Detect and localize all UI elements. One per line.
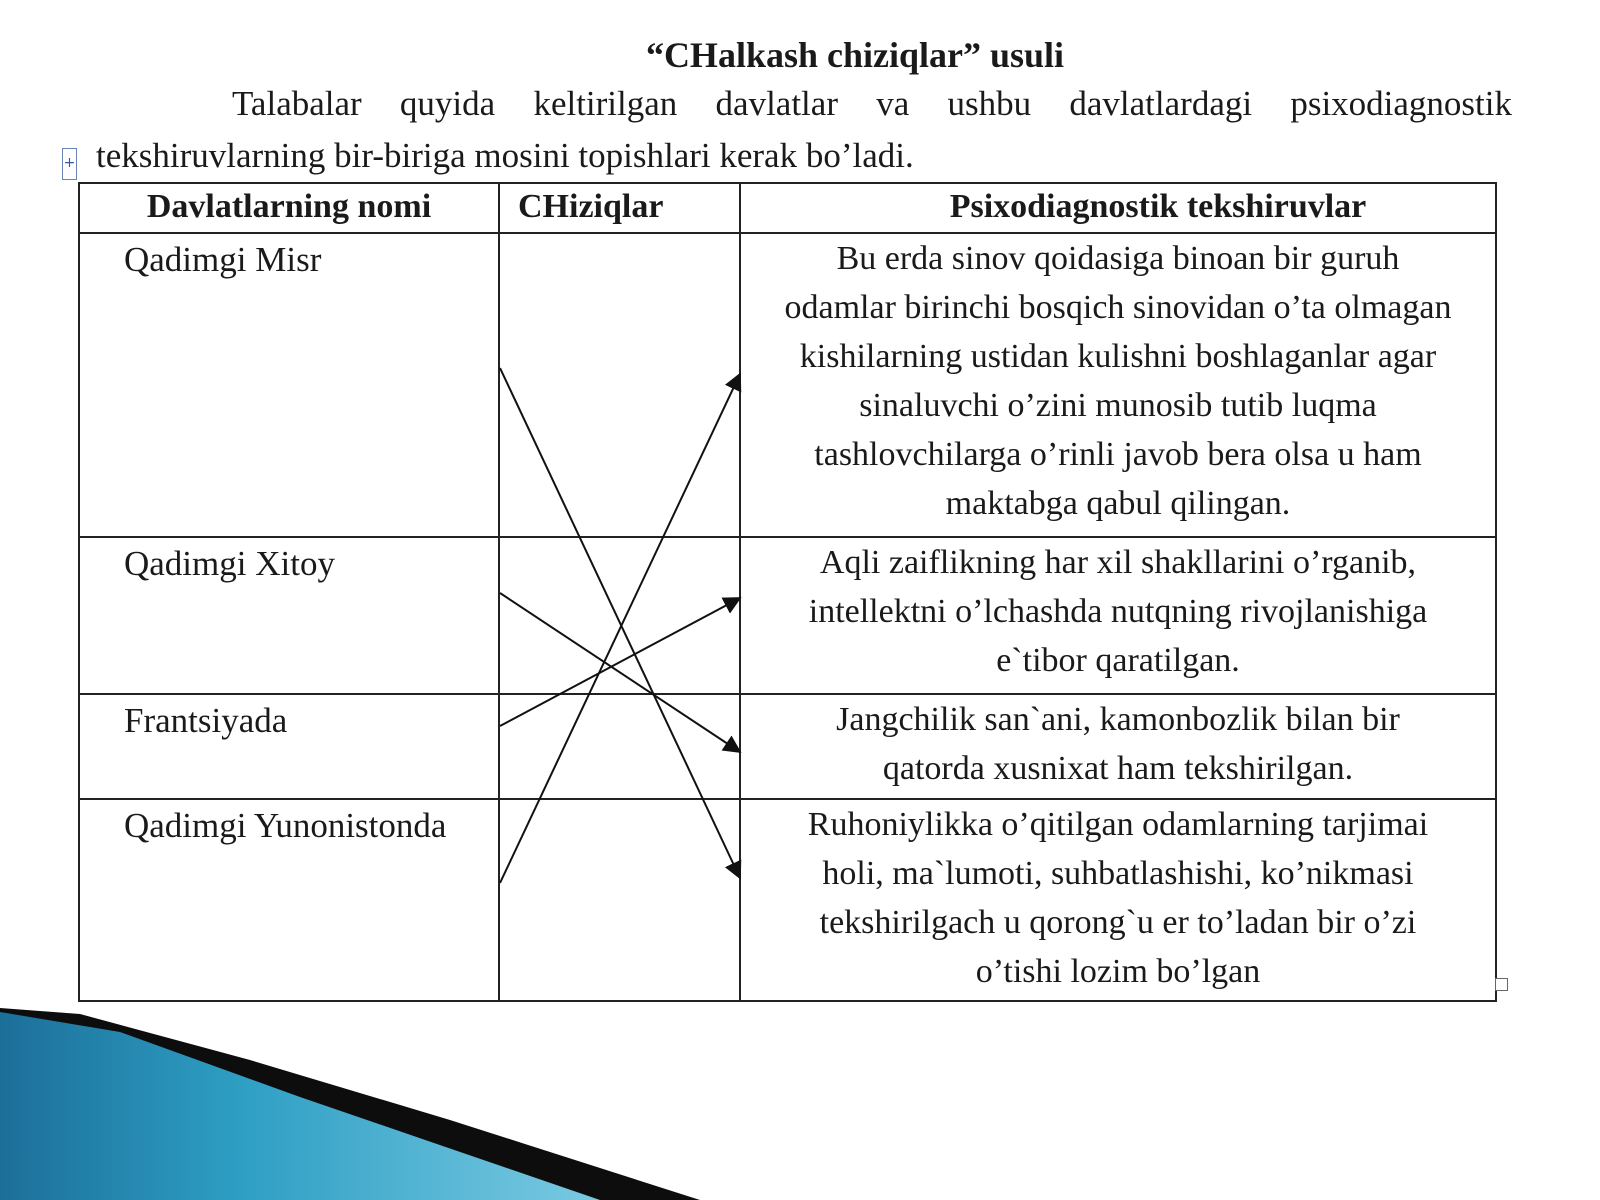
description-cell: [740, 799, 1496, 1001]
header-tests: Psixodiagnostik tekshiruvlar: [740, 183, 1496, 233]
country-cell: Qadimgi Yunonistonda: [79, 799, 499, 1001]
description-line: odamlar birinchi bosqich sinovidan o’ta olmagan: [784, 289, 1452, 326]
description-line: Jangchilik san`ani, kamonbozlik bilan bir: [836, 701, 1400, 738]
description-cell: [740, 233, 1496, 537]
description-line: Aqli zaiflikning har xil shakllarini o’rganib,: [819, 544, 1417, 581]
page-title: “CHalkash chiziqlar” usuli: [645, 35, 1065, 75]
description-line: e`tibor qaratilgan.: [996, 642, 1240, 679]
description-line: intellektni o’lchashda nutqning rivojlanishiga: [808, 593, 1428, 630]
table-row: [79, 799, 1496, 1001]
description-cell: [740, 537, 1496, 694]
description-cell: [740, 694, 1496, 799]
description-line: Ruhoniylikka o’qitilgan odamlarning tarjimai: [807, 806, 1429, 843]
header-countries: Davlatlarning nomi: [79, 183, 499, 233]
header-lines: CHiziqlar: [499, 183, 740, 233]
matching-table: [78, 182, 1497, 1002]
intro-text-line-1: Talabalar quyida keltirilgan davlatlar va ushbu davlatlardagi psixodiagnostik: [232, 84, 1512, 123]
header-row: [79, 183, 1496, 233]
description-line: holi, ma`lumoti, suhbatlashishi, ko’nikmasi: [822, 855, 1414, 892]
description-line: kishilarning ustidan kulishni boshlaganlar agar: [799, 338, 1437, 375]
description-line: tekshirilgach u qorong`u er to’ladan bir o’zi: [819, 904, 1417, 941]
table-row: [79, 233, 1496, 537]
country-cell: Qadimgi Xitoy: [79, 537, 499, 694]
lines-cell: [499, 233, 740, 537]
lines-cell: [499, 799, 740, 1001]
country-cell: Qadimgi Misr: [79, 233, 499, 537]
table-row: [79, 537, 1496, 694]
table-resize-handle[interactable]: [1495, 978, 1508, 991]
description-line: qatorda xusnixat ham tekshirilgan.: [882, 750, 1354, 787]
description-line: Bu erda sinov qoidasiga binoan bir guruh: [836, 240, 1400, 277]
table-row: [79, 694, 1496, 799]
intro-text-line-2: tekshiruvlarning bir-biriga mosini topishlari kerak bo’ladi.: [96, 136, 914, 175]
description-line: sinaluvchi o’zini munosib tutib luqma: [859, 387, 1377, 424]
description-line: o’tishi lozim bo’lgan: [975, 953, 1261, 990]
description-line: maktabga qabul qilingan.: [945, 485, 1291, 522]
lines-cell: [499, 537, 740, 694]
table-move-handle-icon[interactable]: +: [62, 148, 77, 180]
lines-cell: [499, 694, 740, 799]
description-line: tashlovchilarga o’rinli javob bera olsa u ham: [814, 436, 1422, 473]
country-cell: Frantsiyada: [79, 694, 499, 799]
